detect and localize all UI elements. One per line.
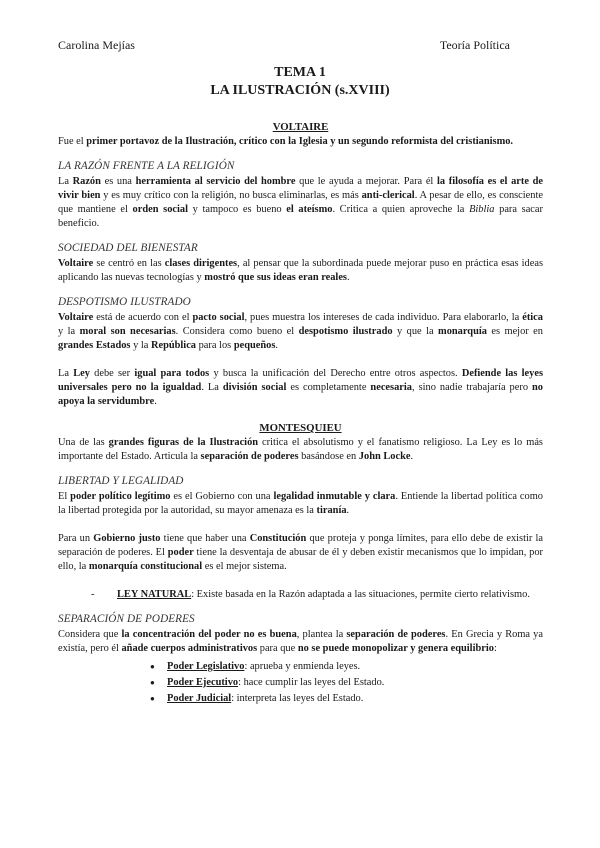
document-title	[0, 64, 600, 100]
bold-text: ética	[522, 312, 543, 323]
bold-text: clases dirigentes	[164, 258, 238, 269]
subheading-despotismo: DESPOTISMO ILUSTRADO	[58, 296, 191, 308]
bold-text: moral son necesarias	[79, 326, 176, 337]
text-run: . Critica a quien aproveche la	[332, 204, 470, 215]
ley-natural-list	[58, 588, 543, 602]
text-run: La	[58, 368, 74, 379]
document-body	[58, 120, 543, 708]
subheading-separacion: SEPARACIÓN DE PODERES	[58, 613, 195, 625]
bold-text: poder	[167, 547, 194, 558]
ley-natural-text: : Existe basada en la Razón adaptada a las situaciones, permite cierto relativismo.	[191, 589, 530, 600]
bold-text: no apoya la servidumbre	[58, 382, 543, 407]
text-run: y la	[130, 340, 151, 351]
montesquieu-intro	[58, 436, 543, 464]
text-run: debe ser	[89, 368, 135, 379]
bold-text: la filosofía es el arte de vivir bien	[58, 176, 544, 201]
text-run: . La	[201, 382, 223, 393]
paragraph-gobierno	[58, 532, 543, 574]
bold-text: herramienta al servicio del hombre	[135, 176, 296, 187]
subject-name: Teoría Política	[439, 38, 510, 52]
bold-text: legalidad inmutable y clara	[273, 491, 396, 502]
bold-text: la concentración del poder no es buena	[121, 629, 297, 640]
author-name: Carolina Mejías	[58, 38, 135, 52]
bold-text: orden social	[132, 204, 188, 215]
bold-text: necesaria	[370, 382, 412, 393]
ley-natural-label: LEY NATURAL	[117, 589, 192, 600]
text-run: se centró en las	[93, 258, 165, 269]
subheading-razon: LA RAZÓN FRENTE A LA RELIGIÓN	[58, 160, 235, 172]
text-run: La	[58, 176, 73, 187]
bold-text: el ateísmo	[286, 204, 333, 215]
text-run: .	[275, 340, 279, 351]
bold-text: República	[150, 340, 197, 351]
text-run: para sacar beneficio.	[58, 204, 543, 229]
bold-text: división social	[222, 382, 287, 393]
text-run: .	[346, 272, 350, 283]
bold-text: mostró que sus ideas eran reales	[204, 272, 347, 283]
text-run: basándose en	[298, 451, 359, 462]
text-run: es el Gobierno con una	[170, 491, 274, 502]
text-run: Considera que	[58, 629, 122, 640]
text-run: . Considera como bueno el	[175, 326, 299, 337]
text-run: Una de las	[58, 437, 109, 448]
bold-text: separación de poderes	[200, 451, 299, 462]
text-run: y que la	[392, 326, 439, 337]
text-run: .	[410, 451, 414, 462]
text-run: tiene que haber una	[160, 533, 250, 544]
bold-text: igual para todos	[134, 368, 210, 379]
text-run: y es muy crítico con la religión, no busca eliminarlas, es más	[100, 190, 362, 201]
subheading-libertad: LIBERTAD Y LEGALIDAD	[58, 475, 184, 487]
text-run: , al pensar que la subordinada puede mejorar puso en práctica esas ideas aplicando las nuevas tecnologías y	[58, 258, 543, 283]
bold-text: Voltaire	[58, 312, 94, 323]
section-heading-montesquieu: MONTESQUIEU	[259, 422, 342, 434]
text-run: :	[493, 643, 497, 654]
paragraph-separacion	[58, 628, 543, 656]
text-run: critica el absolutismo y el fanatismo religioso. La Ley es lo más importante del Estado. Articula la	[58, 437, 543, 462]
voltaire-intro	[58, 135, 543, 149]
text-run: . En Grecia y Roma ya existía, pero él	[58, 629, 543, 654]
text-run: .	[154, 396, 157, 407]
text-run: tiene la desventaja de abusar de él y deben existir mecanismos que lo impidan, por ello, la	[58, 547, 543, 572]
bold-text: grandes figuras de la Ilustración	[108, 437, 259, 448]
bold-text: anti-clerical	[361, 190, 415, 201]
text-run: , sino nadie trabajaría pero	[411, 382, 533, 393]
bold-text: pacto social	[192, 312, 245, 323]
text-run: que le ayuda a mejorar. Para él	[295, 176, 437, 187]
text-run: es mejor en	[486, 326, 543, 337]
poder-label: Poder Legislativo	[167, 661, 245, 672]
section-heading-voltaire: VOLTAIRE	[272, 121, 329, 133]
title-line-2: LA ILUSTRACIÓN (s.XVIII)	[210, 83, 390, 98]
bold-text: tiranía	[316, 505, 347, 516]
bold-text: añade cuerpos administrativos	[121, 643, 258, 654]
list-item	[150, 676, 543, 690]
bold-text: grandes Estados	[58, 340, 131, 351]
text-run: para que	[257, 643, 298, 654]
text-run: . Entiende la libertad política como la libertad protegida por la autoridad, su mayor amenaza es la	[58, 491, 543, 516]
text-run: es completamente	[286, 382, 371, 393]
poderes-list	[58, 660, 543, 706]
paragraph-despotismo	[58, 311, 543, 353]
bold-text: Voltaire	[58, 258, 94, 269]
bold-text: Defiende las leyes universales pero no la igualdad	[58, 368, 544, 393]
list-item	[91, 588, 543, 602]
text-run: Fue el	[58, 136, 87, 147]
bold-text: poder político legítimo	[70, 491, 171, 502]
list-item	[150, 692, 543, 706]
text-run: que proteja y ponga límites, para ello debe de existir la separación de poderes. El	[58, 533, 543, 558]
text-run: Para un	[58, 533, 94, 544]
bold-text: no se puede monopolizar y genera equilibrio	[297, 643, 494, 654]
poder-text: : interpreta las leyes del Estado.	[231, 693, 364, 704]
paragraph-ley	[58, 367, 543, 409]
page-header	[58, 38, 510, 52]
text-run: y la	[58, 326, 80, 337]
text-run: , pues muestra los intereses de cada individuo. Para elaborarlo, la	[244, 312, 523, 323]
bold-text: pequeños	[233, 340, 276, 351]
bold-text: primer portavoz de la Ilustración, crítico con la Iglesia y un segundo reformista del cristianismo.	[86, 136, 514, 147]
text-run: está de acuerdo con el	[93, 312, 193, 323]
paragraph-razon	[58, 175, 543, 231]
poder-label: Poder Ejecutivo	[167, 677, 239, 688]
bold-text: Razón	[72, 176, 101, 187]
bold-text: monarquía	[438, 326, 487, 337]
list-item	[150, 660, 543, 674]
text-run: para los	[196, 340, 234, 351]
bold-text: despotismo ilustrado	[298, 326, 393, 337]
subheading-bienestar: SOCIEDAD DEL BIENESTAR	[58, 242, 198, 254]
bold-text: John Locke	[358, 451, 411, 462]
poder-text: : aprueba y enmienda leyes.	[244, 661, 361, 672]
paragraph-bienestar	[58, 257, 543, 285]
bold-text: monarquía constitucional	[88, 561, 203, 572]
bold-text: Gobierno justo	[93, 533, 161, 544]
text-run: y busca la unificación del Derecho entre otros aspectos.	[209, 368, 462, 379]
text-run: , plantea la	[296, 629, 347, 640]
title-line-1: TEMA 1	[274, 65, 326, 80]
text-run: El	[58, 491, 71, 502]
bold-text: Constitución	[249, 533, 307, 544]
text-run: es una	[100, 176, 136, 187]
italic-text: Biblia	[469, 204, 495, 215]
poder-text: : hace cumplir las leyes del Estado.	[238, 677, 385, 688]
paragraph-libertad	[58, 490, 543, 518]
text-run: . A pesar de ello, es consciente que mantiene el	[58, 190, 543, 215]
bold-text: separación de poderes	[346, 629, 446, 640]
text-run: es el mejor sistema.	[202, 561, 287, 572]
bold-text: Ley	[73, 368, 90, 379]
poder-label: Poder Judicial	[167, 693, 232, 704]
text-run: y tampoco es bueno	[187, 204, 287, 215]
text-run: .	[346, 505, 350, 516]
